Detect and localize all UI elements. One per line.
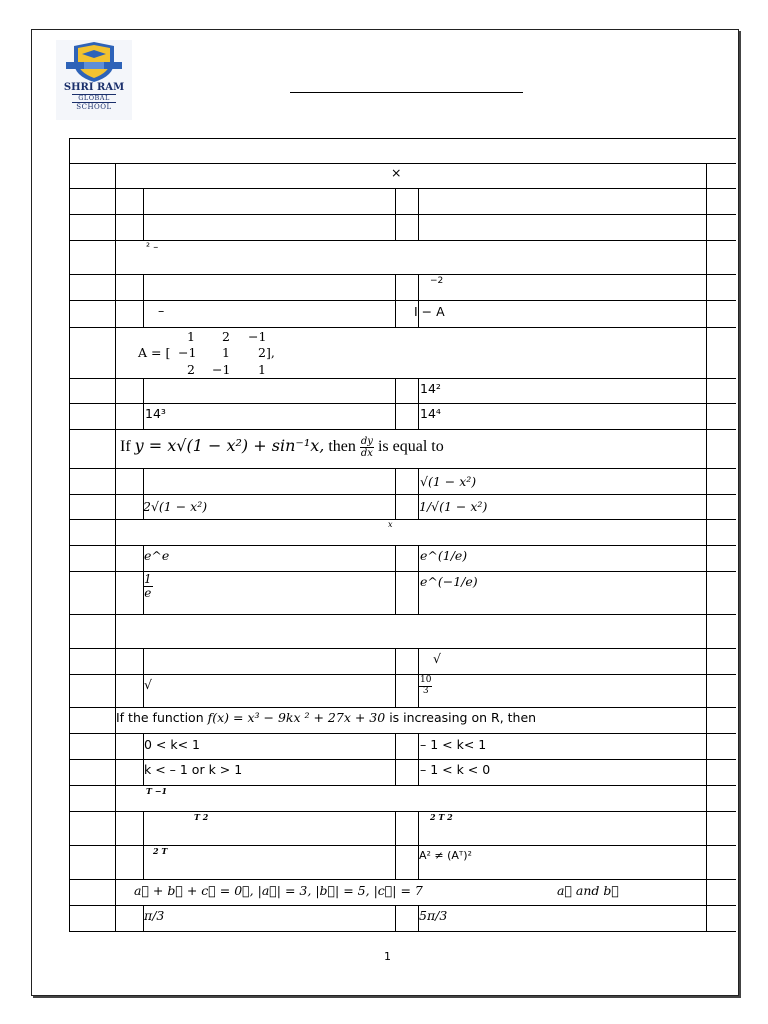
matrix-cell: 2 <box>222 329 230 344</box>
option-b: e^e <box>144 548 170 563</box>
fraction-numerator: 10 <box>420 675 432 685</box>
option-fragment: T 2 <box>194 812 209 822</box>
matrix-cell: 2 <box>258 345 266 360</box>
question-text: If <box>120 438 131 456</box>
question-equation: y = x√(1 − x²) + sin⁻¹x, <box>134 436 325 456</box>
option-b: 5π/3 <box>419 908 448 923</box>
fraction-denominator: e <box>144 586 152 601</box>
derivative-fraction <box>360 436 374 459</box>
question-vectors: a⃗ + b⃗ + c⃗ = 0⃗, |a⃗| = 3, |b⃗| = 5, |c⃗| = 7 <box>134 883 423 898</box>
fraction-numerator: 1 <box>144 572 152 586</box>
matrix-cell: 1 <box>258 362 266 377</box>
question-vectors-tail: a⃗ and b⃗ <box>557 883 619 898</box>
option-c: 14² <box>420 381 441 396</box>
option-fragment: 2 T <box>153 846 168 856</box>
option-a: 0 < k< 1 <box>144 737 201 752</box>
option-a: π/3 <box>144 908 165 923</box>
option-d: 14⁴ <box>420 406 441 421</box>
question-fragment: ² – <box>146 242 159 253</box>
option-d: A² ≠ (Aᵀ)² <box>419 849 472 862</box>
matrix-cell: 1 <box>187 329 195 344</box>
option-fragment: 2 T 2 <box>430 812 453 822</box>
question-text: then <box>328 438 356 456</box>
question-text: If the function <box>116 710 204 725</box>
matrix-cell: −1 <box>212 362 231 377</box>
matrix-prefix: A = [ <box>138 345 171 360</box>
matrix-suffix: ], <box>266 345 275 360</box>
fraction-numerator: dy <box>360 436 373 447</box>
option-i-minus-a: I − A <box>414 304 445 319</box>
option-d: 1/√(1 − x²) <box>419 499 488 514</box>
option-b: – 1 < k< 1 <box>420 737 487 752</box>
times-symbol: × <box>391 165 402 180</box>
option-d: – 1 < k < 0 <box>420 762 491 777</box>
question-text: is increasing on R, then <box>389 710 537 725</box>
option-c: k < – 1 or k > 1 <box>144 762 243 777</box>
option-d: e^(−1/e) <box>420 574 478 589</box>
matrix-cell: −1 <box>248 329 267 344</box>
option-fraction-10-3 <box>419 676 432 697</box>
school-name-line1: SHRI RAM <box>63 82 125 93</box>
question-derivative <box>120 436 444 459</box>
matrix-cell: 2 <box>187 362 195 377</box>
sqrt-symbol: √ <box>433 651 441 666</box>
option-b: 14³ <box>145 406 166 421</box>
matrix-cell: 1 <box>222 345 230 360</box>
option-c: √(1 − x²) <box>420 474 477 489</box>
question-function <box>116 710 536 725</box>
option-fragment: – <box>158 303 165 318</box>
option-fraction-1-e <box>143 573 153 600</box>
fraction-denominator: dx <box>360 448 373 459</box>
school-name-line2: GLOBAL <box>72 94 116 103</box>
school-name-line3: SCHOOL <box>76 103 112 111</box>
fraction-denominator: 3 <box>422 685 429 696</box>
question-equation: f(x) = x³ − 9kx ² + 27x + 30 <box>207 710 386 725</box>
question-fragment: T −1 <box>146 786 168 796</box>
option-b: 2√(1 − x²) <box>143 499 208 514</box>
question-fragment: x <box>388 520 393 529</box>
question-text: is equal to <box>377 438 444 456</box>
sqrt-symbol: √ <box>144 677 152 692</box>
option-fragment: −2 <box>430 276 444 286</box>
page-number: 1 <box>384 950 391 963</box>
matrix-cell: −1 <box>178 345 197 360</box>
option-d: e^(1/e) <box>420 548 468 563</box>
